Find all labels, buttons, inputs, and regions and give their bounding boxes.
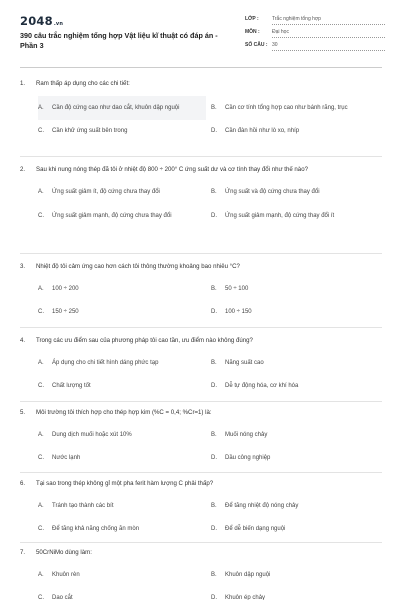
document-meta [245, 14, 385, 53]
question-1 [20, 79, 382, 143]
option-d[interactable] [211, 447, 379, 470]
option-letter: D. [211, 383, 217, 390]
question-stem: Trong các ưu điểm sau của phương pháp tôi cao tần, ưu điểm nào không đúng? [36, 337, 253, 344]
option-row [20, 424, 382, 447]
option-letter: A. [38, 360, 44, 367]
option-b[interactable] [211, 424, 379, 447]
option-text: Dung dịch muối hoặc xút 10% [52, 432, 132, 439]
meta-row-subject [245, 27, 385, 40]
document-title: 390 câu trắc nghiệm tổng hợp Vật liệu kĩ thuật có đáp án - Phần 3 [20, 31, 218, 50]
option-text: Khuôn rèn [52, 572, 80, 579]
option-a[interactable] [38, 495, 206, 518]
question-stem: Nhiệt độ tôi cảm ứng cao hơn cách tôi thông thường khoảng bao nhiêu °C? [36, 263, 240, 270]
option-letter: C. [38, 309, 44, 316]
meta-row-count [245, 40, 385, 53]
option-row [20, 587, 382, 600]
question-number: 5. [20, 409, 26, 416]
option-row [20, 278, 382, 301]
option-letter: A. [38, 189, 44, 196]
option-letter: D. [211, 595, 217, 600]
option-text: Năng suất cao [225, 360, 264, 367]
option-c[interactable] [38, 204, 206, 228]
option-letter: B. [211, 286, 217, 293]
option-letter: B. [211, 104, 217, 111]
question-stem: Sau khi nung nóng thép đã tôi ở nhiệt độ 800 ÷ 200° C ứng suất dư và cơ tính thay đổi như thế nào? [36, 166, 308, 173]
question-separator [20, 542, 382, 543]
question-stem: Tại sao trong thép không gỉ một pha ferit hàm lượng C phải thấp? [36, 480, 214, 487]
option-letter: A. [38, 432, 44, 439]
option-b[interactable] [211, 495, 379, 518]
option-text: Cần độ cứng cao như dao cắt, khuôn dập nguội [52, 104, 180, 111]
question-stem: Ram thấp áp dụng cho các chi tiết: [36, 80, 130, 87]
option-text: 100 ÷ 200 [52, 286, 79, 293]
option-letter: D. [211, 309, 217, 316]
option-row [20, 96, 382, 120]
option-d[interactable] [211, 120, 379, 143]
option-d[interactable] [211, 518, 379, 541]
question-number: 4. [20, 337, 26, 344]
option-text: Dầu công nghiệp [225, 455, 271, 462]
meta-label: LỚP : [245, 16, 259, 22]
option-letter: C. [38, 455, 44, 462]
option-a[interactable] [38, 352, 206, 375]
option-row [20, 204, 382, 228]
question-text [20, 165, 382, 174]
meta-value: Trắc nghiệm tổng hợp [272, 16, 385, 25]
question-separator [20, 156, 382, 157]
option-d[interactable] [211, 587, 379, 600]
question-number: 7. [20, 549, 26, 556]
meta-row-class [245, 14, 385, 27]
option-letter: A. [38, 104, 44, 111]
option-text: Ứng suất giảm ít, độ cứng chưa thay đổi [52, 189, 160, 196]
option-text: Tránh tạo thành các bít [52, 503, 114, 510]
option-text: Ứng suất giảm mạnh, độ cứng thay đổi ít [225, 212, 335, 219]
option-letter: B. [211, 432, 217, 439]
question-3 [20, 262, 382, 324]
question-text [20, 79, 382, 88]
logo-text: 2048 [20, 14, 53, 28]
option-text: Để dễ biến dạng nguội [225, 526, 286, 533]
option-row [20, 301, 382, 324]
option-text: Cần đàn hồi như lò xo, nhíp [225, 128, 300, 135]
option-b[interactable] [211, 564, 379, 587]
option-text: Ứng suất và độ cứng chưa thay đổi [225, 189, 320, 196]
question-number: 1. [20, 80, 26, 87]
question-4 [20, 336, 382, 398]
header-divider [20, 67, 382, 68]
option-letter: A. [38, 503, 44, 510]
meta-label: MÔN : [245, 29, 260, 35]
option-row [20, 352, 382, 375]
option-letter: D. [211, 526, 217, 533]
option-c[interactable] [38, 301, 206, 324]
option-c[interactable] [38, 120, 206, 143]
question-number: 2. [20, 166, 26, 173]
option-c[interactable] [38, 375, 206, 398]
meta-value: 30 [272, 42, 385, 51]
option-letter: D. [211, 212, 217, 219]
option-b[interactable] [211, 181, 379, 204]
option-row [20, 564, 382, 587]
question-separator [20, 472, 382, 473]
option-text: Cần cơ tính tổng hợp cao như bánh răng, trục [225, 104, 348, 111]
option-row [20, 518, 382, 541]
option-letter: A. [38, 572, 44, 579]
option-letter: C. [38, 128, 44, 135]
option-text: Để tăng nhiệt độ nóng chảy [225, 503, 299, 510]
option-text: Cần khử ứng suất bên trong [52, 128, 128, 135]
option-text: 100 ÷ 150 [225, 309, 252, 316]
option-text: Chất lượng tốt [52, 383, 91, 390]
question-text [20, 548, 382, 557]
option-a[interactable] [38, 564, 206, 587]
document-header [20, 12, 385, 56]
option-letter: A. [38, 286, 44, 293]
question-number: 3. [20, 263, 26, 270]
question-separator [20, 253, 382, 254]
option-a[interactable] [38, 96, 206, 120]
option-a[interactable] [38, 424, 206, 447]
option-row [20, 181, 382, 204]
option-letter: C. [38, 212, 44, 219]
option-c[interactable] [38, 587, 206, 600]
option-b[interactable] [211, 96, 379, 120]
question-text [20, 336, 382, 345]
option-row [20, 120, 382, 143]
option-text: Dễ tự động hóa, cơ khí hóa [225, 383, 299, 390]
option-text: 150 ÷ 250 [52, 309, 79, 316]
meta-label: SỐ CÂU : [245, 42, 268, 48]
question-stem: Môi trường tôi thích hợp cho thép hợp kim (%C = 0,4; %Cr=1) là: [36, 409, 212, 416]
option-letter: B. [211, 572, 217, 579]
question-separator [20, 327, 382, 328]
option-text: 50 ÷ 100 [225, 286, 249, 293]
option-text: Khuôn ép chảy [225, 595, 266, 600]
logo-suffix: .vn [53, 21, 64, 27]
option-a[interactable] [38, 278, 206, 301]
question-separator [20, 401, 382, 402]
option-c[interactable] [38, 447, 206, 470]
option-letter: C. [38, 526, 44, 533]
option-letter: B. [211, 503, 217, 510]
option-text: Ứng suất giảm mạnh, độ cứng chưa thay đổi [52, 212, 172, 219]
option-d[interactable] [211, 375, 379, 398]
meta-value: Đại học [272, 29, 385, 38]
option-letter: B. [211, 189, 217, 196]
option-letter: C. [38, 383, 44, 390]
option-text: Dao cắt [52, 595, 73, 600]
option-text: Muối nóng chảy [225, 432, 268, 439]
question-text [20, 262, 382, 271]
option-letter: D. [211, 455, 217, 462]
question-text [20, 408, 382, 417]
option-row [20, 375, 382, 398]
option-c[interactable] [38, 518, 206, 541]
option-row [20, 447, 382, 470]
question-number: 6. [20, 480, 26, 487]
question-7 [20, 548, 382, 600]
question-stem: 50CrNiMo dùng làm: [36, 549, 92, 556]
option-b[interactable] [211, 352, 379, 375]
option-a[interactable] [38, 181, 206, 204]
option-d[interactable] [211, 301, 379, 324]
option-letter: C. [38, 595, 44, 600]
site-logo[interactable] [20, 14, 63, 28]
option-b[interactable] [211, 278, 379, 301]
question-text [20, 479, 382, 488]
question-5 [20, 408, 382, 470]
option-text: Khuôn dập nguội [225, 572, 271, 579]
option-letter: B. [211, 360, 217, 367]
question-2 [20, 165, 382, 228]
option-text: Nước lạnh [52, 455, 81, 462]
option-row [20, 495, 382, 518]
question-6 [20, 479, 382, 541]
option-letter: D. [211, 128, 217, 135]
option-d[interactable] [211, 204, 379, 228]
option-text: Để tăng khả năng chống ăn mòn [52, 526, 140, 533]
option-text: Áp dụng cho chi tiết hình dáng phức tạp [52, 360, 159, 367]
